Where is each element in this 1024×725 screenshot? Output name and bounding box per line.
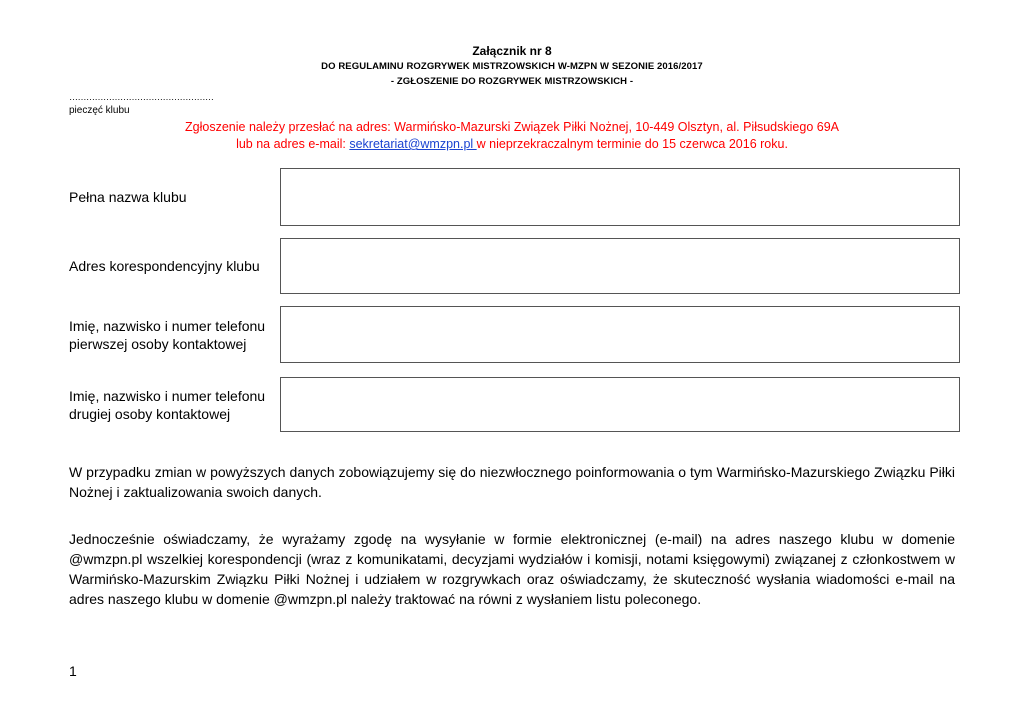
- club-address-field[interactable]: [280, 238, 960, 294]
- submission-email-notice: [0, 137, 1024, 151]
- second-contact-label: Imię, nazwisko i numer telefonu drugiej osoby kontaktowej: [69, 388, 266, 422]
- club-name-label: Pełna nazwa klubu: [69, 189, 187, 205]
- attachment-title: Załącznik nr 8: [472, 44, 552, 58]
- email-notice-suffix: w nieprzekraczalnym terminie do 15 czerwca 2016 roku.: [476, 137, 788, 151]
- email-notice-prefix: lub na adres e-mail:: [236, 137, 350, 151]
- first-contact-label: Imię, nazwisko i numer telefonu pierwszej osoby kontaktowej: [69, 318, 266, 352]
- email-link[interactable]: sekretariat@wmzpn.pl: [349, 137, 477, 151]
- club-name-field[interactable]: [280, 168, 960, 226]
- submission-address-notice: Zgłoszenie należy przesłać na adres: Warmińsko-Mazurski Związek Piłki Nożnej, 10-449 Olsztyn, al. Piłsudskiego 69A: [185, 120, 839, 134]
- club-address-label: Adres korespondencyjny klubu: [69, 258, 260, 274]
- regulation-subtitle: DO REGULAMINU ROZGRYWEK MISTRZOWSKICH W-MZPN W SEZONIE 2016/2017: [321, 61, 703, 72]
- email-consent-declaration: Jednocześnie oświadczamy, że wyrażamy zgodę na wysyłanie w formie elektronicznej (e-mail) na adres naszego klubu w domenie @wmzpn.pl wszelkiej korespondencji (wraz z komunikatami, decyzjami wydziałów i komisji, notami księgowymi) związanej z członkostwem w Warmińsko-Mazurskim Związku Piłki Nożnej i udziałem w rozgrywkach oraz oświadczamy, że skuteczność wysłania wiadomości e-mail na adres naszego klubu w domenie @wmzpn.pl należy traktować na równi z wysłaniem listu poleconego.: [69, 531, 955, 607]
- data-change-declaration: W przypadku zmian w powyższych danych zobowiązujemy się do niezwłocznego poinformowania o tym Warmińsko-Mazurskiego Związku Piłki Nożnej i zaktualizowania swoich danych.: [69, 464, 955, 500]
- club-stamp-label: pieczęć klubu: [69, 105, 130, 116]
- form-subtitle: - ZGŁOSZENIE DO ROZGRYWEK MISTRZOWSKICH -: [390, 76, 634, 87]
- club-stamp-line: ……………………………………………: [69, 92, 214, 102]
- page-number: 1: [69, 663, 77, 679]
- second-contact-field[interactable]: [280, 377, 960, 432]
- first-contact-field[interactable]: [280, 306, 960, 363]
